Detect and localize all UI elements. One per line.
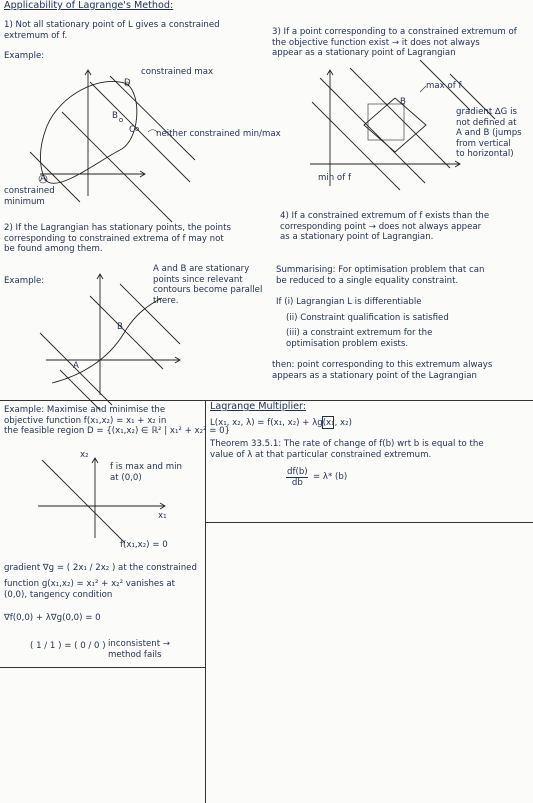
point-2-text: 2) If the Lagrangian has stationary points, the points corresponding to constrained extrema of f may not be found among them.: [4, 223, 231, 255]
example-label-2: Example:: [4, 276, 45, 286]
neither-label: neither constrained min/max: [156, 129, 281, 139]
page-title: Applicability of Lagrange's Method:: [4, 0, 174, 11]
point-4-text: 4) If a constrained extremum of f exists than the corresponding point → does not always appear as a stationary point of Lagrangian.: [280, 211, 490, 243]
summary-iii: (iii) a constraint extremum for the optimisation problem exists.: [286, 328, 433, 349]
gradient-text-b: function g(x₁,x₂) = x₁² + x₂² vanishes at (0,0), tangency condition: [4, 579, 176, 600]
stationary-note: A and B are stationary points since relevant contours become parallel there.: [153, 264, 263, 306]
constrained-max-label: constrained max: [141, 67, 214, 77]
summary-head: Summarising: For optimisation problem that can be reduced to a single equality constraint.: [276, 265, 485, 286]
point-3-text: 3) If a point corresponding to a constrained extremum of the objective function exist → it does not always appear as a stationary point of Lagrangian: [272, 27, 517, 59]
max-min-note: f is max and min at (0,0): [110, 462, 182, 483]
min-of-f-label: min of f: [318, 173, 351, 183]
point-b-label: B: [112, 111, 118, 121]
lm-formula: L(x₁, x₂, λ) = f(x₁, x₂) + λg(x₁, x₂): [210, 418, 352, 428]
max-of-f-label: max of f: [426, 81, 462, 91]
gradient-text-a: gradient ∇g = ( 2x₁ / 2x₂ ) at the constrained: [4, 563, 197, 573]
lm-title: Lagrange Multiplier:: [210, 401, 307, 412]
level-curve-label: f(x₁,x₂) = 0: [120, 540, 168, 550]
x1-axis-label: x₁: [158, 511, 167, 521]
derivative-result: = λ* (b): [313, 472, 348, 482]
lambda-highlight-box: [322, 416, 334, 429]
theorem-text: Theorem 33.5.1: The rate of change of f(b) wrt b is equal to the value of λ at that particular constrained extremum.: [210, 439, 484, 460]
example-label-1: Example:: [4, 51, 45, 61]
vector-equation: ( 1 / 1 ) = ( 0 / 0 ): [30, 641, 106, 651]
summary-ii: (ii) Constraint qualification is satisfied: [286, 313, 449, 323]
x2-axis-label: x₂: [80, 450, 89, 460]
point-a-label: A: [40, 174, 46, 184]
gradient-note: gradient ∆G is not defined at A and B (jumps from vertical to horizontal): [456, 107, 522, 160]
point-c-label: C: [129, 125, 136, 135]
summary-if: If (i) Lagrangian L is differentiable: [276, 297, 422, 307]
point-b-label-3: B: [400, 97, 406, 107]
point-d-label: D: [124, 78, 131, 88]
derivative-fraction: df(b) db: [287, 467, 308, 488]
method-fails-note: inconsistent → method fails: [108, 639, 171, 660]
example-2-text: Example: Maximise and minimise the objective function f(x₁,x₂) = x₁ + x₂ in the feasible region D = {(x₁,x₂) ∈ ℝ² | x₁² + x₂² = 0}: [4, 405, 231, 437]
point-b-label-2: B: [117, 322, 123, 332]
summary-then: then: point corresponding to this extremum always appears as a stationary point of the Lagrangian: [272, 360, 493, 381]
point-a-label-2: A: [73, 361, 79, 371]
point-1-text: 1) Not all stationary point of L gives a constrained extremum of f.: [4, 20, 220, 41]
fraction-bar: [286, 477, 308, 478]
gradient-equation: ∇f(0,0) + λ∇g(0,0) = 0: [4, 613, 101, 623]
constrained-min-label: constrained minimum: [4, 186, 55, 207]
